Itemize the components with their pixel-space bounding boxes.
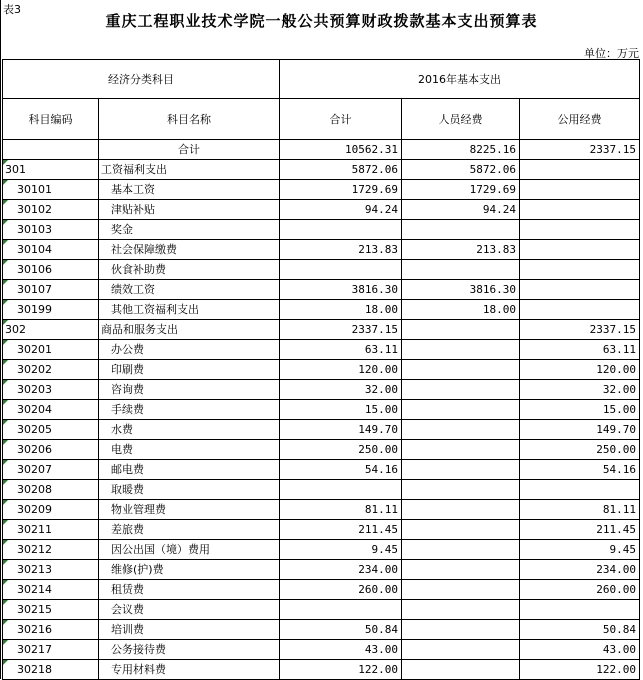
error-marker-icon: [3, 400, 8, 405]
subject-name-cell-text: 办公费: [111, 343, 144, 356]
subject-name-cell: [99, 200, 280, 220]
subject-name-cell: [99, 260, 280, 280]
error-marker-icon: [3, 180, 8, 185]
public-cell-text: 54.16: [602, 463, 636, 476]
total-cell: [280, 360, 402, 380]
subject-code-cell-text: 301: [5, 163, 26, 176]
sheet-label: 表3: [3, 3, 21, 16]
subject-code-cell-text: 30201: [17, 343, 52, 356]
subject-name-cell-text: 咨询费: [111, 383, 144, 396]
subject-code-cell-text: 30104: [17, 243, 52, 256]
total-cell: [280, 160, 402, 180]
public-cell-text: 122.00: [596, 663, 636, 676]
subject-name-cell: [99, 620, 280, 640]
personnel-cell: [402, 420, 520, 440]
table-row: [3, 260, 640, 280]
subject-code-cell-text: 30203: [17, 383, 52, 396]
total-cell-text: 3816.30: [351, 283, 398, 296]
subject-code-cell-text: 30204: [17, 403, 52, 416]
budget-table: [2, 59, 640, 680]
public-cell: [520, 660, 640, 680]
public-cell: [520, 160, 640, 180]
subject-name-cell: [99, 320, 280, 340]
public-cell: [520, 620, 640, 640]
public-cell: [520, 240, 640, 260]
subject-name-cell-text: 印刷费: [111, 363, 144, 376]
subject-code-cell: [3, 660, 99, 680]
subject-code-cell-text: 30217: [17, 643, 52, 656]
subject-code-cell-text: 30213: [17, 563, 52, 576]
total-cell-text: 211.45: [358, 523, 398, 536]
total-cell-text: 149.70: [358, 423, 398, 436]
subject-name-cell-text: 伙食补助费: [111, 263, 166, 276]
subject-name-cell: [99, 160, 280, 180]
total-cell-text: 2337.15: [351, 323, 398, 336]
personnel-cell: [402, 320, 520, 340]
subject-name-cell-text: 工资福利支出: [101, 163, 167, 176]
subject-name-cell-text: 公务接待费: [111, 643, 166, 656]
header-column-row: [3, 99, 640, 140]
public-cell-text: 43.00: [602, 643, 636, 656]
total-cell-text: 18.00: [364, 303, 398, 316]
public-cell: [520, 420, 640, 440]
public-cell-text: 9.45: [609, 543, 636, 556]
public-cell: [520, 540, 640, 560]
personnel-cell: [402, 280, 520, 300]
error-marker-icon: [3, 220, 8, 225]
table-row: [3, 660, 640, 680]
header-basic-expenditure-2016: 2016年基本支出: [280, 60, 640, 99]
subject-name-cell-text: 水费: [111, 423, 133, 436]
total-cell: [280, 320, 402, 340]
total-cell-text: 50.84: [364, 623, 398, 636]
error-marker-icon: [3, 540, 8, 545]
subject-code-cell: [3, 440, 99, 460]
error-marker-icon: [3, 560, 8, 565]
subject-code-cell-text: 30211: [17, 523, 52, 536]
subject-code-cell: [3, 600, 99, 620]
public-cell: [520, 180, 640, 200]
subject-code-cell: [3, 220, 99, 240]
personnel-cell: [402, 620, 520, 640]
total-public: 2337.15: [520, 140, 640, 160]
total-cell-text: 120.00: [358, 363, 398, 376]
table-row: [3, 360, 640, 380]
table-row: [3, 440, 640, 460]
total-amount: 10562.31: [280, 140, 402, 160]
subject-name-cell: [99, 220, 280, 240]
subject-name-cell: [99, 480, 280, 500]
table-row: [3, 400, 640, 420]
subject-code-cell-text: 30209: [17, 503, 52, 516]
error-marker-icon: [3, 360, 8, 365]
table-row: [3, 580, 640, 600]
total-cell: [280, 420, 402, 440]
error-marker-icon: [3, 600, 8, 605]
personnel-cell: [402, 180, 520, 200]
personnel-cell: [402, 560, 520, 580]
subject-code-cell-text: 30202: [17, 363, 52, 376]
subject-code-cell: [3, 640, 99, 660]
error-marker-icon: [3, 640, 8, 645]
subject-code-cell-text: 30214: [17, 583, 52, 596]
personnel-cell: [402, 540, 520, 560]
total-cell-text: 250.00: [358, 443, 398, 456]
total-cell: [280, 280, 402, 300]
unit-label: 单位：万元: [584, 47, 639, 60]
subject-code-cell-text: 30106: [17, 263, 52, 276]
total-cell: [280, 260, 402, 280]
subject-code-cell-text: 30218: [17, 663, 52, 676]
table-row: [3, 160, 640, 180]
subject-name-cell: [99, 460, 280, 480]
error-marker-icon: [3, 580, 8, 585]
personnel-cell-text: 3816.30: [469, 283, 516, 296]
total-cell-text: 1729.69: [351, 183, 398, 196]
subject-code-cell: [3, 480, 99, 500]
table-row: [3, 480, 640, 500]
table-row: [3, 500, 640, 520]
table-row: [3, 420, 640, 440]
total-cell-text: 63.11: [364, 343, 398, 356]
subject-name-cell-text: 社会保障缴费: [111, 243, 177, 256]
public-cell-text: 260.00: [596, 583, 636, 596]
total-cell: [280, 240, 402, 260]
personnel-cell-text: 94.24: [482, 203, 516, 216]
error-marker-icon: [3, 280, 8, 285]
personnel-cell: [402, 600, 520, 620]
subject-code-cell: [3, 520, 99, 540]
personnel-cell: [402, 380, 520, 400]
public-cell: [520, 560, 640, 580]
subject-name-cell-text: 租赁费: [111, 583, 144, 596]
personnel-cell: [402, 400, 520, 420]
subject-name-cell-text: 电费: [111, 443, 133, 456]
subject-name-cell: [99, 300, 280, 320]
personnel-cell: [402, 260, 520, 280]
table-row: [3, 600, 640, 620]
public-cell: [520, 400, 640, 420]
subject-name-cell: [99, 380, 280, 400]
total-cell-text: 15.00: [364, 403, 398, 416]
public-cell-text: 2337.15: [589, 323, 636, 336]
subject-name-cell-text: 商品和服务支出: [101, 323, 178, 336]
public-cell: [520, 300, 640, 320]
subject-code-cell: [3, 580, 99, 600]
public-cell-text: 32.00: [602, 383, 636, 396]
subject-name-cell-text: 津贴补贴: [111, 203, 155, 216]
error-marker-icon: [3, 500, 8, 505]
subject-code-cell: [3, 340, 99, 360]
total-cell: [280, 560, 402, 580]
subject-name-cell-text: 培训费: [111, 623, 144, 636]
header-group-row: [3, 60, 640, 99]
total-cell-text: 260.00: [358, 583, 398, 596]
public-cell-text: 234.00: [596, 563, 636, 576]
total-personnel: 8225.16: [402, 140, 520, 160]
total-cell: [280, 540, 402, 560]
total-row: [3, 140, 640, 160]
subject-code-cell: [3, 160, 99, 180]
personnel-cell-text: 5872.06: [469, 163, 516, 176]
total-cell: [280, 600, 402, 620]
public-cell: [520, 440, 640, 460]
subject-name-cell-text: 其他工资福利支出: [111, 303, 199, 316]
subject-code-cell: [3, 260, 99, 280]
total-label: 合计: [99, 140, 280, 160]
personnel-cell: [402, 360, 520, 380]
table-row: [3, 300, 640, 320]
subject-code-cell-text: 30199: [17, 303, 52, 316]
subject-code-cell: [3, 300, 99, 320]
total-cell-text: 32.00: [364, 383, 398, 396]
subject-name-cell-text: 取暖费: [111, 483, 144, 496]
subject-code-cell: [3, 420, 99, 440]
error-marker-icon: [3, 340, 8, 345]
subject-code-cell-text: 30107: [17, 283, 52, 296]
total-code-cell: [3, 140, 99, 160]
sheet-left-border: [0, 0, 1, 679]
public-cell: [520, 580, 640, 600]
subject-code-cell-text: 30103: [17, 223, 52, 236]
error-marker-icon: [3, 480, 8, 485]
public-cell: [520, 460, 640, 480]
error-marker-icon: [3, 420, 8, 425]
public-cell-text: 50.84: [602, 623, 636, 636]
personnel-cell: [402, 160, 520, 180]
subject-code-cell-text: 30101: [17, 183, 52, 196]
personnel-cell: [402, 460, 520, 480]
subject-code-cell: [3, 200, 99, 220]
subject-code-cell-text: 30215: [17, 603, 52, 616]
personnel-cell: [402, 520, 520, 540]
total-cell: [280, 440, 402, 460]
header-total: 合计: [280, 99, 402, 140]
public-cell-text: 120.00: [596, 363, 636, 376]
error-marker-icon: [3, 160, 8, 165]
table-row: [3, 640, 640, 660]
total-cell: [280, 200, 402, 220]
subject-name-cell: [99, 440, 280, 460]
total-cell: [280, 660, 402, 680]
subject-code-cell: [3, 460, 99, 480]
public-cell-text: 250.00: [596, 443, 636, 456]
personnel-cell: [402, 240, 520, 260]
public-cell: [520, 340, 640, 360]
total-cell: [280, 340, 402, 360]
public-cell: [520, 640, 640, 660]
error-marker-icon: [3, 260, 8, 265]
subject-name-cell: [99, 580, 280, 600]
public-cell-text: 63.11: [602, 343, 636, 356]
total-cell: [280, 500, 402, 520]
error-marker-icon: [3, 660, 8, 665]
error-marker-icon: [3, 300, 8, 305]
subject-name-cell: [99, 640, 280, 660]
header-subject-name: 科目名称: [99, 99, 280, 140]
subject-name-cell: [99, 280, 280, 300]
personnel-cell: [402, 640, 520, 660]
public-cell: [520, 260, 640, 280]
subject-code-cell: [3, 560, 99, 580]
subject-code-cell-text: 30216: [17, 623, 52, 636]
subject-name-cell-text: 维修(护)费: [111, 563, 164, 576]
subject-name-cell: [99, 420, 280, 440]
error-marker-icon: [3, 460, 8, 465]
subject-code-cell: [3, 320, 99, 340]
subject-name-cell: [99, 340, 280, 360]
subject-name-cell-text: 差旅费: [111, 523, 144, 536]
total-cell-text: 9.45: [371, 543, 398, 556]
error-marker-icon: [3, 240, 8, 245]
subject-code-cell-text: 302: [5, 323, 26, 336]
total-cell: [280, 380, 402, 400]
subject-code-cell: [3, 180, 99, 200]
header-personnel-expense: 人员经费: [402, 99, 520, 140]
total-cell: [280, 520, 402, 540]
total-cell: [280, 300, 402, 320]
subject-code-cell-text: 30206: [17, 443, 52, 456]
subject-code-cell-text: 30205: [17, 423, 52, 436]
personnel-cell: [402, 440, 520, 460]
total-cell: [280, 400, 402, 420]
public-cell: [520, 480, 640, 500]
public-cell-text: 149.70: [596, 423, 636, 436]
subject-name-cell: [99, 540, 280, 560]
total-cell-text: 122.00: [358, 663, 398, 676]
subject-name-cell-text: 奖金: [111, 223, 133, 236]
subject-name-cell-text: 绩效工资: [111, 283, 155, 296]
personnel-cell: [402, 340, 520, 360]
subject-code-cell: [3, 240, 99, 260]
subject-code-cell: [3, 280, 99, 300]
subject-code-cell-text: 30212: [17, 543, 52, 556]
subject-code-cell: [3, 500, 99, 520]
total-cell-text: 213.83: [358, 243, 398, 256]
personnel-cell: [402, 500, 520, 520]
subject-code-cell: [3, 540, 99, 560]
subject-name-cell-text: 物业管理费: [111, 503, 166, 516]
subject-name-cell: [99, 520, 280, 540]
total-cell: [280, 620, 402, 640]
subject-code-cell-text: 30208: [17, 483, 52, 496]
table-row: [3, 200, 640, 220]
table-row: [3, 520, 640, 540]
page-title: 重庆工程职业技术学院一般公共预算财政拨款基本支出预算表: [105, 12, 538, 30]
table-row: [3, 220, 640, 240]
public-cell: [520, 520, 640, 540]
total-cell-text: 43.00: [364, 643, 398, 656]
error-marker-icon: [3, 440, 8, 445]
table-row: [3, 320, 640, 340]
public-cell: [520, 380, 640, 400]
personnel-cell: [402, 580, 520, 600]
total-cell-text: 5872.06: [351, 163, 398, 176]
error-marker-icon: [3, 380, 8, 385]
public-cell: [520, 280, 640, 300]
total-cell: [280, 220, 402, 240]
total-cell: [280, 180, 402, 200]
personnel-cell: [402, 200, 520, 220]
table-row: [3, 620, 640, 640]
subject-name-cell: [99, 660, 280, 680]
total-cell-text: 54.16: [364, 463, 398, 476]
subject-name-cell: [99, 360, 280, 380]
error-marker-icon: [3, 620, 8, 625]
public-cell-text: 15.00: [602, 403, 636, 416]
personnel-cell-text: 18.00: [482, 303, 516, 316]
public-cell: [520, 500, 640, 520]
subject-name-cell-text: 专用材料费: [111, 663, 166, 676]
subject-name-cell: [99, 500, 280, 520]
subject-name-cell-text: 手续费: [111, 403, 144, 416]
public-cell: [520, 220, 640, 240]
table-row: [3, 340, 640, 360]
public-cell: [520, 600, 640, 620]
subject-code-cell: [3, 620, 99, 640]
public-cell-text: 211.45: [596, 523, 636, 536]
subject-code-cell: [3, 400, 99, 420]
table-row: [3, 460, 640, 480]
subject-name-cell-text: 会议费: [111, 603, 144, 616]
personnel-cell-text: 1729.69: [469, 183, 516, 196]
error-marker-icon: [3, 200, 8, 205]
subject-name-cell: [99, 240, 280, 260]
total-cell: [280, 640, 402, 660]
table-row: [3, 540, 640, 560]
table-row: [3, 380, 640, 400]
subject-code-cell-text: 30102: [17, 203, 52, 216]
header-public-expense: 公用经费: [520, 99, 640, 140]
subject-name-cell-text: 基本工资: [111, 183, 155, 196]
personnel-cell: [402, 480, 520, 500]
personnel-cell-text: 213.83: [476, 243, 516, 256]
subject-name-cell: [99, 400, 280, 420]
subject-name-cell-text: 邮电费: [111, 463, 144, 476]
total-cell-text: 94.24: [364, 203, 398, 216]
table-row: [3, 280, 640, 300]
personnel-cell: [402, 660, 520, 680]
public-cell: [520, 200, 640, 220]
subject-name-cell: [99, 180, 280, 200]
subject-code-cell: [3, 360, 99, 380]
total-cell-text: 81.11: [364, 503, 398, 516]
total-cell-text: 234.00: [358, 563, 398, 576]
error-marker-icon: [3, 320, 8, 325]
total-cell: [280, 480, 402, 500]
header-subject-code: 科目编码: [3, 99, 99, 140]
subject-name-cell: [99, 560, 280, 580]
public-cell: [520, 360, 640, 380]
table-row: [3, 560, 640, 580]
personnel-cell: [402, 300, 520, 320]
table-row: [3, 180, 640, 200]
public-cell-text: 81.11: [602, 503, 636, 516]
subject-code-cell: [3, 380, 99, 400]
total-cell: [280, 580, 402, 600]
table-row: [3, 240, 640, 260]
public-cell: [520, 320, 640, 340]
subject-code-cell-text: 30207: [17, 463, 52, 476]
subject-name-cell-text: 因公出国（境）费用: [111, 543, 210, 556]
personnel-cell: [402, 220, 520, 240]
error-marker-icon: [3, 520, 8, 525]
header-economic-classification: 经济分类科目: [3, 60, 280, 99]
total-cell: [280, 460, 402, 480]
subject-name-cell: [99, 600, 280, 620]
